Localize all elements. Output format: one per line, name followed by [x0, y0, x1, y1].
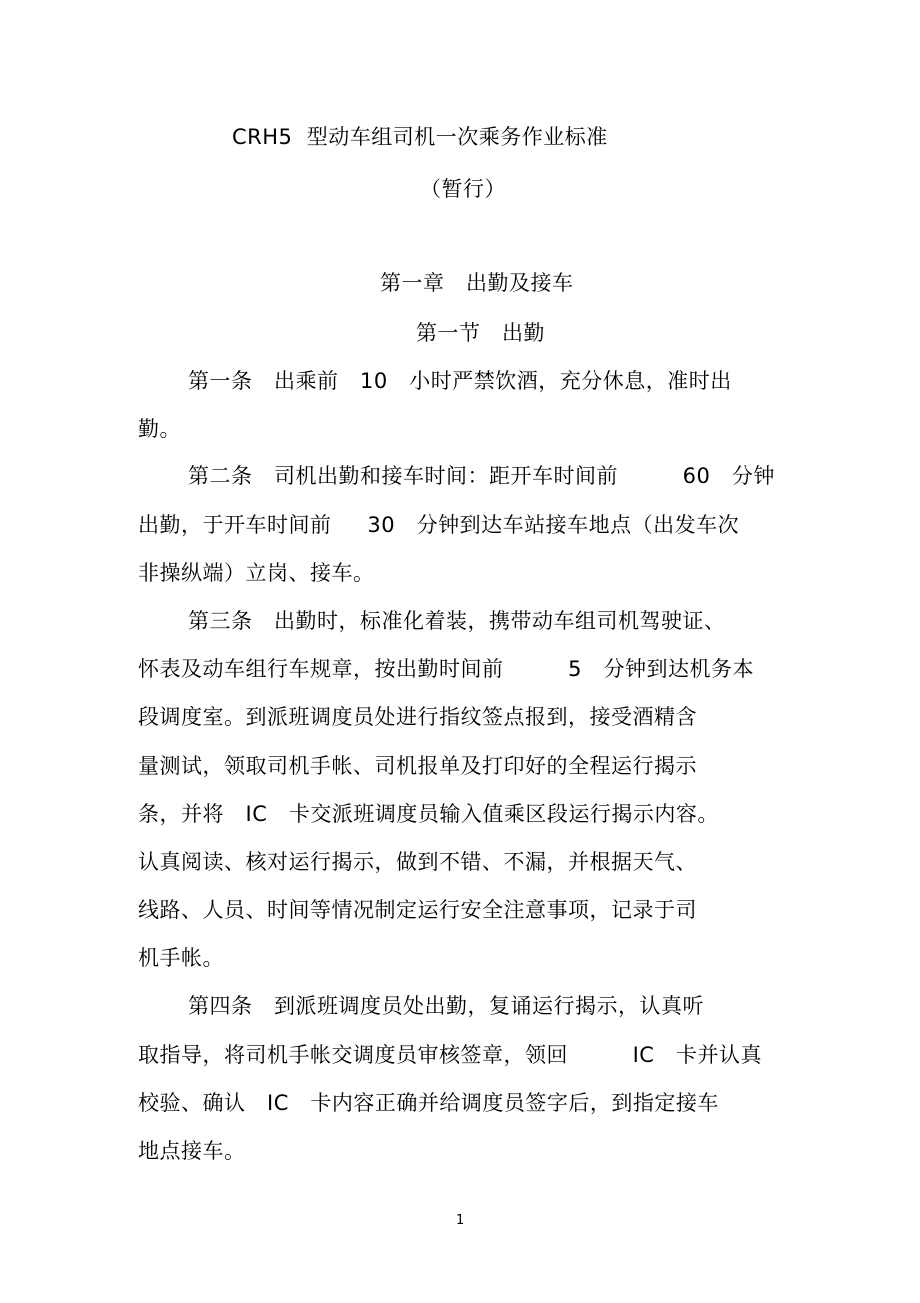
body-line: 第四条 到派班调度员处出勤，复诵运行揭示，认真听	[188, 994, 705, 1018]
body-line: 第三条 出勤时，标准化着装，携带动车组司机驾驶证、	[188, 609, 726, 633]
body-line: 量测试，领取司机手帐、司机报单及打印好的全程运行揭示	[138, 754, 697, 778]
body-line: 校验、确认 IC 卡内容正确并给调度员签字后，到指定接车	[138, 1091, 719, 1115]
chapter-heading: 第一章 出勤及接车	[380, 271, 574, 295]
body-line: 第二条 司机出勤和接车时间：距开车时间前 60 分钟	[188, 464, 775, 488]
body-line: 出勤，于开车时间前 30 分钟到达车站接车地点（出发车次	[138, 513, 740, 537]
document-subtitle: （暂行）	[420, 177, 506, 201]
body-line: 段调度室。到派班调度员处进行指纹签点报到，接受酒精含	[138, 705, 697, 729]
body-line: 机手帐。	[138, 946, 224, 970]
body-line: 第一条 出乘前 10 小时严禁饮酒，充分休息，准时出	[188, 369, 732, 393]
body-line: 怀表及动车组行车规章，按出勤时间前 5 分钟到达机务本	[138, 657, 754, 681]
body-line: 条，并将 IC 卡交派班调度员输入值乘区段运行揭示内容。	[138, 802, 719, 826]
body-line: 地点接车。	[138, 1139, 246, 1163]
document-title: CRH5 型动车组司机一次乘务作业标准	[232, 125, 608, 149]
body-line: 认真阅读、核对运行揭示，做到不错、不漏，并根据天气、	[138, 850, 697, 874]
section-heading: 第一节 出勤	[416, 321, 546, 345]
body-line: 线路、人员、时间等情况制定运行安全注意事项，记录于司	[138, 898, 697, 922]
body-line: 取指导，将司机手帐交调度员审核签章，领回 IC 卡并认真	[138, 1043, 762, 1067]
page-number: 1	[456, 1213, 465, 1228]
body-line: 勤。	[138, 417, 181, 441]
body-line: 非操纵端）立岗、接车。	[138, 561, 375, 585]
